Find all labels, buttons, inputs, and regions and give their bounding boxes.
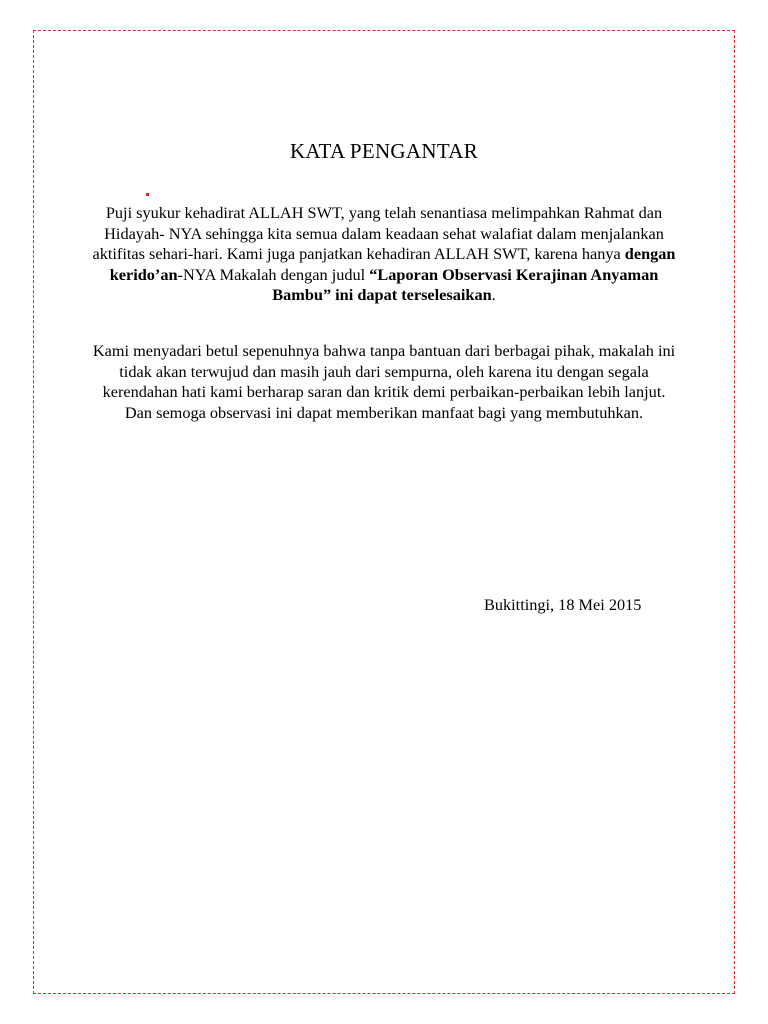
paragraph-intro-text-3: . <box>491 285 496 305</box>
paragraph-intro-bold-2: “Laporan Observasi Kerajinan Anyaman Bambu” ini dapat terselesaikan <box>272 264 659 305</box>
paragraph-intro-text-2: -NYA Makalah dengan judul <box>177 264 370 284</box>
place-date-signature: Bukittingi, 18 Mei 2015 <box>484 595 642 614</box>
paragraph-intro-bold-1: dengan kerido’an <box>109 244 676 284</box>
paragraph-intro-text-1: Puji syukur kehadirat ALLAH SWT, yang telah senantiasa melimpahkan Rahmat dan Hidayah- NYA sehingga kita semua dalam keadaan sehat walafiat dalam menjalankan aktifitas sehari-hari. Kami juga panjatkan kehadiran ALLAH SWT, karena hanya <box>92 203 664 264</box>
paragraph-intro <box>90 203 678 306</box>
page-title: KATA PENGANTAR <box>289 139 479 163</box>
page-border <box>33 30 735 994</box>
paragraph-closing: Kami menyadari betul sepenuhnya bahwa tanpa bantuan dari berbagai pihak, makalah ini tidak akan terwujud dan masih jauh dari sempurna, oleh karena itu dengan segala kerendahan hati kami berharap saran dan kritik demi perbaikan-perbaikan lebih lanjut. Dan semoga observasi ini dapat memberikan manfaat bagi yang membutuhkan. <box>92 341 676 422</box>
red-dot-mark <box>146 193 149 196</box>
